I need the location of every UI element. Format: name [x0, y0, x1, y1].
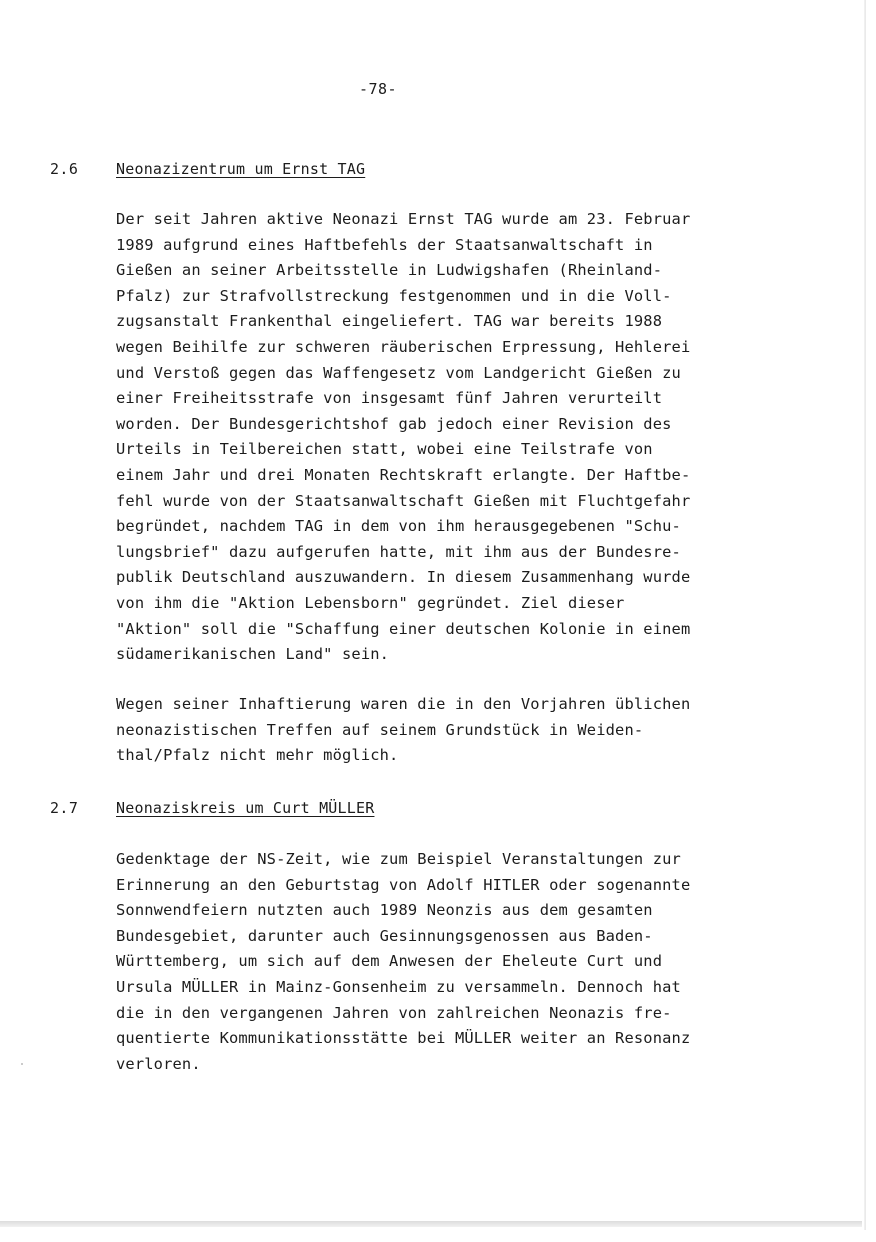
- section-title-2-6: Neonazizentrum um Ernst TAG: [116, 160, 366, 178]
- section-title-2-7: Neonaziskreis um Curt MÜLLER: [116, 799, 375, 817]
- section-number-2-6: 2.6: [50, 160, 79, 178]
- page-number: -78-: [358, 80, 398, 98]
- paragraph-2-6-1: Der seit Jahren aktive Neonazi Ernst TAG wurde am 23. Februar 1989 aufgrund eines Haftbefehls der Staatsanwaltschaft in Gießen an seiner Arbeitsstelle in Ludwigshafen (Rheinland- Pfalz) zur Strafvollstreckung festgenommen und in die Voll- zugsanstalt Frankenthal eingeliefert. TAG war bereits 1988 wegen Beihilfe zur schweren räuberischen Erpressung, Hehlerei und Verstoß gegen das Waffengesetz vom Landgericht Gießen zu einer Freiheitsstrafe von insgesamt fünf Jahren verurteilt worden. Der Bundesgerichtshof gab jedoch einer Revision des Urteils in Teilbereichen statt, wobei eine Teilstrafe von einem Jahr und drei Monaten Rechtskraft erlangte. Der Haftbe- fehl wurde von der Staatsanwaltschaft Gießen mit Fluchtgefahr begründet, nachdem TAG in dem von ihm herausgegebenen "Schu- lungsbrief" dazu aufgerufen hatte, mit ihm aus der Bundesre- publik Deutschland auszuwandern. In diesem Zusammenhang wurde von ihm die "Aktion Lebensborn" gegründet. Ziel dieser "Aktion" soll die "Schaffung einer deutschen Kolonie in einem südamerikanischen Land" sein.: [116, 210, 691, 664]
- page-edge-bottom: [0, 1221, 862, 1227]
- page-edge-right: [864, 0, 866, 1230]
- scan-speck: [21, 1063, 23, 1065]
- paragraph-2-6-2: Wegen seiner Inhaftierung waren die in den Vorjahren üblichen neonazistischen Treffen auf seinem Grundstück in Weiden- thal/Pfalz nicht mehr möglich.: [116, 695, 691, 765]
- paragraph-2-7-1: Gedenktage der NS-Zeit, wie zum Beispiel Veranstaltungen zur Erinnerung an den Geburtstag von Adolf HITLER oder sogenannte Sonnwendfeiern nutzten auch 1989 Neonzis aus dem gesamten Bundesgebiet, darunter auch Gesinnungsgenossen aus Baden- Württemberg, um sich auf dem Anwesen der Eheleute Curt und Ursula MÜLLER in Mainz-Gonsenheim zu versammeln. Dennoch hat die in den vergangenen Jahren von zahlreichen Neonazis fre- quentierte Kommunikationsstätte bei MÜLLER weiter an Resonanz verloren.: [116, 850, 691, 1073]
- section-number-2-7: 2.7: [50, 799, 79, 817]
